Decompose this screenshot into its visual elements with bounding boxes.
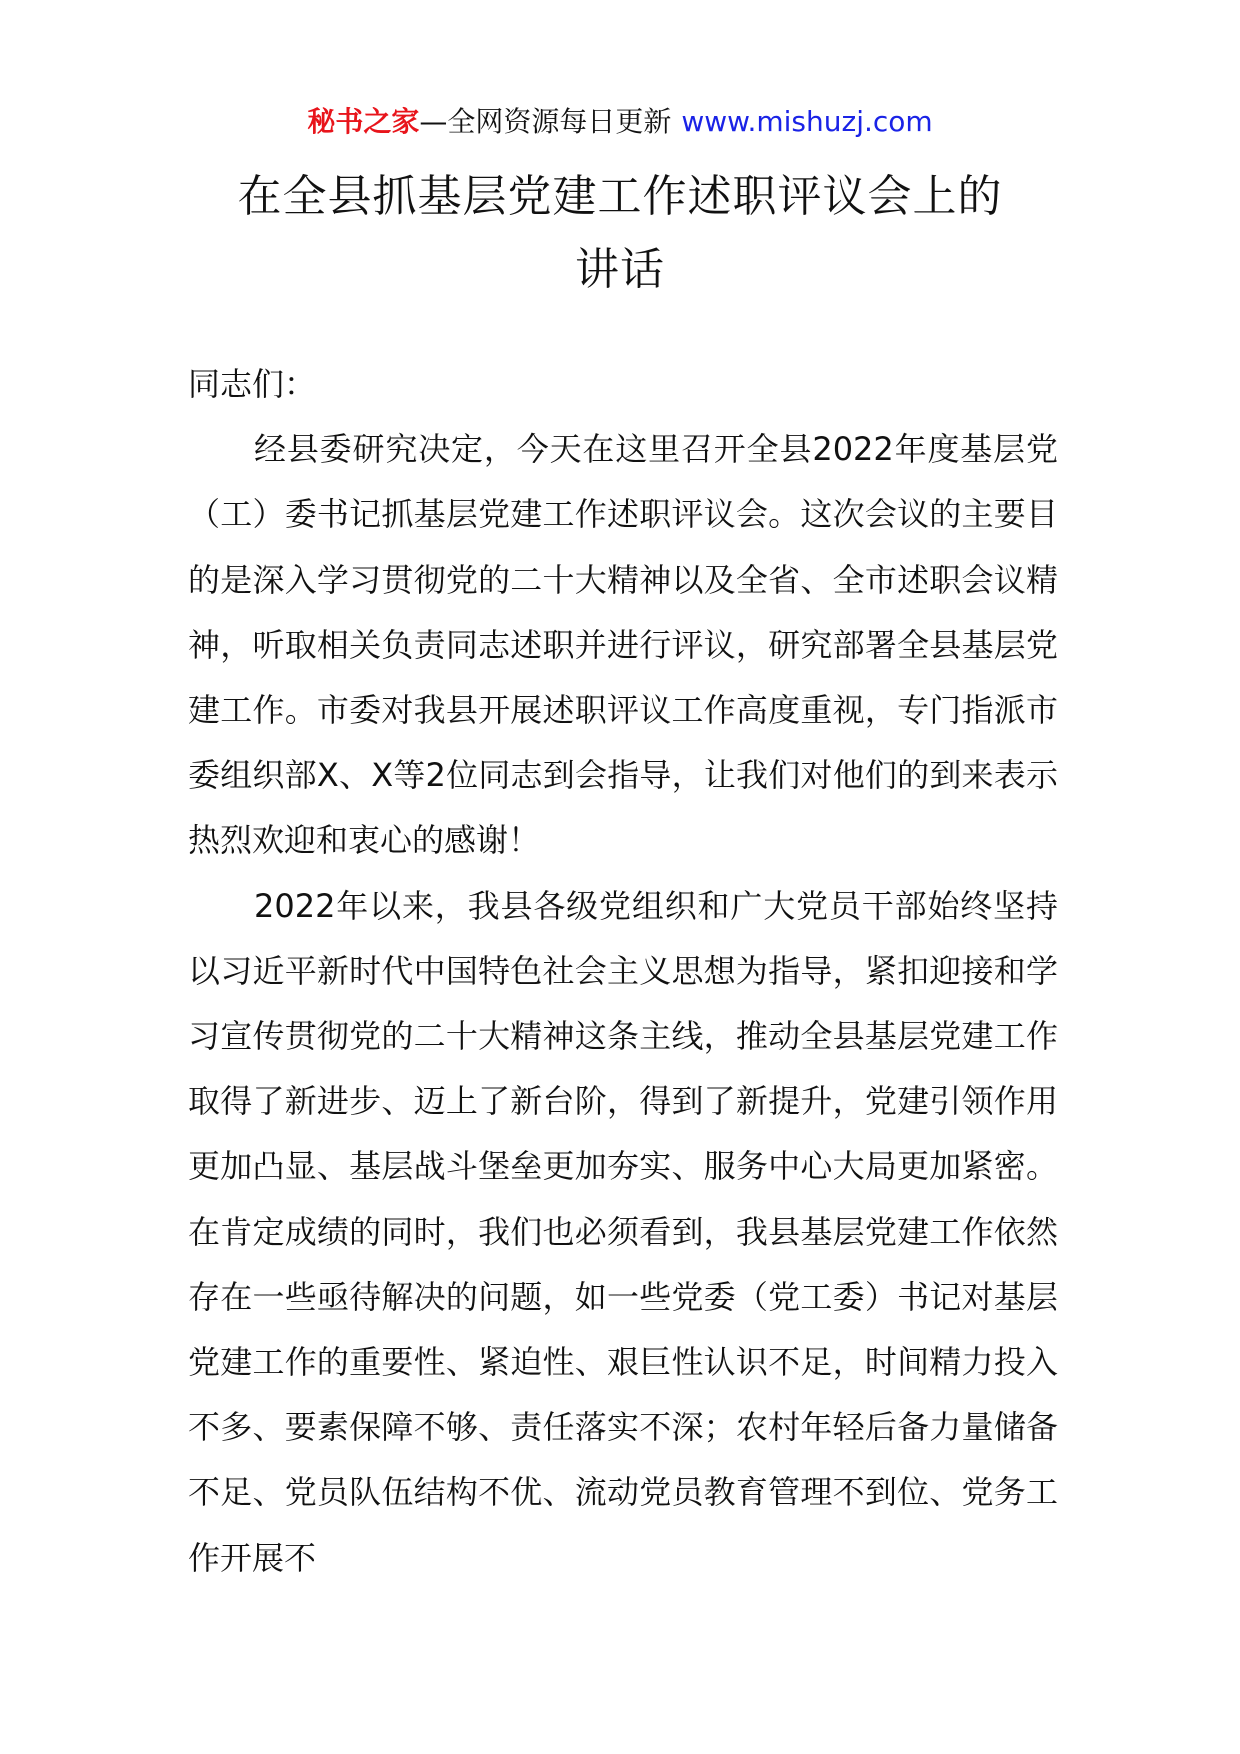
header-dash: —: [419, 105, 448, 138]
site-brand: 秘书之家: [307, 105, 420, 138]
site-slogan: 全网资源每日更新: [447, 105, 672, 138]
title-line-1: 在全县抓基层党建工作述职评议会上的: [237, 171, 1003, 222]
paragraph-2: 2022年以来，我县各级党组织和广大党员干部始终坚持以习近平新时代中国特色社会主义思想为指导，紧扣迎接和学习宣传贯彻党的二十大精神这条主线，推动全县基层党建工作取得了新进步、迈上了新台阶，得到了新提升，党建引领作用更加凸显、基层战斗堡垒更加夯实、服务中心大局更加紧密。在肯定成绩的同时，我们也必须看到，我县基层党建工作依然存在一些亟待解决的问题，如一些党委（党工委）书记对基层党建工作的重要性、紧迫性、艰巨性认识不足，时间精力投入不多、要素保障不够、责任落实不深；农村年轻后备力量储备不足、党员队伍结构不优、流动党员教育管理不到位、党务工作开展不: [188, 886, 1058, 1577]
salutation: 同志们：: [188, 365, 317, 403]
document-body: [188, 352, 1058, 1591]
site-header: [0, 102, 1240, 142]
site-url-link[interactable]: www.mishuzj.com: [681, 105, 933, 138]
title-line-2: 讲话: [575, 244, 665, 295]
document-title: [0, 160, 1240, 306]
paragraph-1: 经县委研究决定，今天在这里召开全县2022年度基层党（工）委书记抓基层党建工作述职评议会。这次会议的主要目的是深入学习贯彻党的二十大精神以及全省、全市述职会议精神，听取相关负责同志述职并进行评议，研究部署全县基层党建工作。市委对我县开展述职评议工作高度重视，专门指派市委组织部X、X等2位同志到会指导，让我们对他们的到来表示热烈欢迎和衷心的感谢！: [188, 430, 1058, 860]
